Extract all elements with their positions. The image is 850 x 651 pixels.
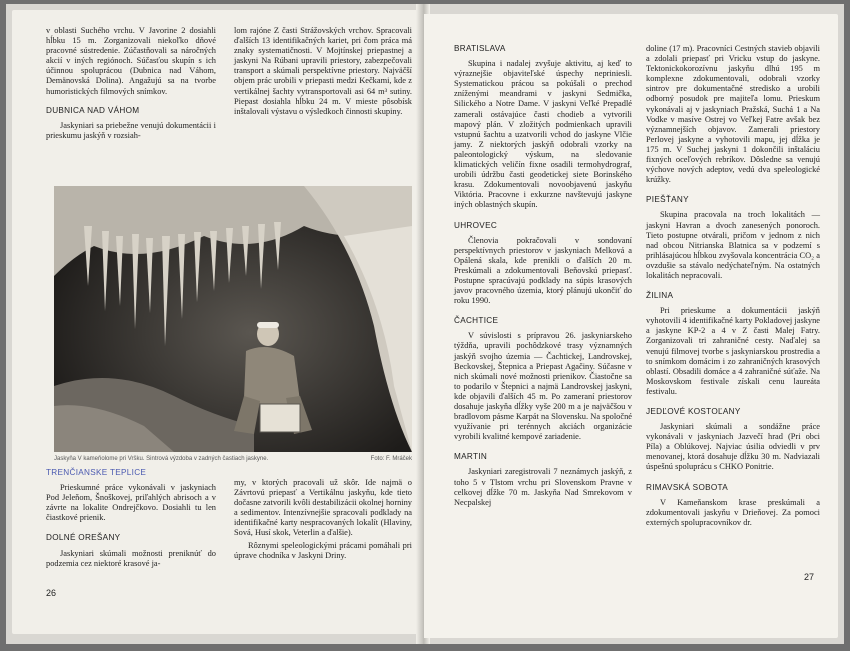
cave-photo xyxy=(54,186,412,452)
dolne-continued-paragraph: my, v ktorých pracovali už skôr. Ide najmä o Závrtovú priepasť a Vertikálnu jaskyňu, kde tieto dočasne zatvorili kvôli destabilizácii okolnej horniny a sedimentov. Intenzívnejšie spracovali podklady na identifikačné karty nespracovaných lokalít (Hlaviny, Sová, Husí skok, Veterlin a ďalšie). xyxy=(234,478,412,538)
photo-credit: Foto: F. Mráček xyxy=(370,456,412,462)
rimavska-paragraph: V Kameňanskom krase preskúmali a zdokumentovali jaskyňu v Drieňovej. Za pomoci externých spolupracovníkov dr. xyxy=(646,497,820,527)
section-heading-zilina: ŽILINA xyxy=(646,291,674,301)
photo-caption: Jaskyňa V kameňolome pri Vršku. Sintrová výzdoba v zadných častiach jaskyne. xyxy=(54,456,269,462)
section-heading-rimavska: RIMAVSKÁ SOBOTA xyxy=(646,482,728,492)
left-col-2b xyxy=(234,478,412,563)
section-heading-dolne: DOLNÉ OREŠANY xyxy=(46,533,121,543)
piestany-paragraph: Skupina pracovala na troch lokalitách — jaskyni Havran a dvoch zanesených ponoroch. Tieto postupne otvárali, pričom v jednom z nich nad obcou Nitrianska Blatnica sa v podzemí s prihlásajúcou hĺbkou zvyšovala koncentrácia CO₂ a ovzdušie sa stávalo nedýchateľným. Na ostatných lokalitách nepracovali. xyxy=(646,210,820,280)
martin-continued-paragraph: doline (17 m). Pracovníci Cestných stavieb objavili a zdolali priepasť pri Vricku vstup do jaskyne. Tektonickokorozívnu jaskyňu dlhú 195 m komplexne zdokumentovali, odobrali vzorky sintrov pre dokumentačné stredisko a urobili odborný posudok pre majiteľa lomu. Prieskum vykonávali aj v jaskyniach Pražská, Suchá 1 a Na Vodke v masíve Ostrej vo Veľkej Fatre avšak bez významnejších objavov. Zamerali priestory Perlovej jaskyne a vyhotovili mapu, jej dĺžka je 175 m. V Suchej jaskyni 1 dokončili inštaláciu fixných oceľových rebríkov. Dôsledne sa venujú výchove nových adeptov, vedú dva speleologické krúžky. xyxy=(646,44,820,185)
section-heading-martin: MARTIN xyxy=(454,452,488,462)
page-number-right: 27 xyxy=(804,572,815,582)
section-heading-dubnica: DUBNICA NAD VÁHOM xyxy=(46,105,140,115)
photo-caption-row xyxy=(54,456,412,462)
left-col-1b xyxy=(46,468,216,571)
trencianske-paragraph: Prieskumné práce vykonávali v jaskyniach Pod Jeleňom, Šnoškovej, priľahlých abrisoch a v závrte na lokalite Ondrejčkovo. Dosiahli tu len čiastkové prienik. xyxy=(46,483,216,523)
section-heading-uhrovec: UHROVEC xyxy=(454,220,498,230)
left-page xyxy=(12,10,422,634)
page-number-left: 26 xyxy=(46,588,57,598)
cave-photo-image xyxy=(54,186,412,452)
section-heading-jedlove: JEDĽOVÉ KOSTOĽANY xyxy=(646,407,741,416)
intro-paragraph: v oblasti Suchého vrchu. V Javorine 2 dosiahli hĺbku 15 m. Zorganizovali niekoľko dňové pracovné sústredenie. Zúčastňovali sa náročných akcií v iných regiónoch. Súčasťou skupín s ich účinnou spoluprácou (Dubnica nad Váhom, Demänovská Dolina). Angažujú sa na tvorbe humoristických filmových snímkov. xyxy=(46,26,216,96)
right-page xyxy=(424,14,838,638)
section-heading-bratislava: BRATISLAVA xyxy=(454,44,506,53)
strazov-paragraph: lom rajóne Z časti Strážovských vrchov. Spracovali ďalších 13 identifikačných kariet, pri čom práca má znaky systematičnosti. V Mojtínskej priepastnej a jaskyni Na Rúbani upravili priestory, zabezpečovali transport a skúmali perspektívne priestory. Najväčší objem prác urobili v priepasti medzi Kečkami, kde z vertikálnej šachty vytransportovali asi 64 m³ sutiny. Piepast dosiahla hĺbku 24 m. V mieste pôsobísk inštalovali výstavu o výsledkoch činnosti skupiny. xyxy=(234,26,412,116)
cachtice-paragraph: V súvislosti s prípravou 26. jaskyniarskeho týždňa, upravili pochôdzkové trasy významných jaskýň svojho územia — Čachtickej, Landrovskej, Beckovskej, Štepnica a Priepast Agačiny. Súčasne v nich skúmali nové možnosti prienikov. Čiastočne sa to podarilo v Štepnici a najmä Landrovskej jaskyni, kde objavili ďalších 45 m. Po zameraní priestorov dosahuje jaskyňa dĺžky vyše 200 m a je najväčšou v bradlovom pásme Karpát na Slovensku. Na spoločné využívanie pri terénnych akciách organizácie vyrobili kvalitné kempové zariadenie. xyxy=(454,331,632,442)
dolne-paragraph: Jaskyniari skúmali možnosti preniknúť do podzemia cez niektoré krasové ja- xyxy=(46,548,216,568)
left-col-1 xyxy=(46,26,216,143)
zilina-paragraph: Pri prieskume a dokumentácii jaskýň vyhotovili 4 identifikačné karty Pokladovej jaskyne a jaskyne KP-2 a 4 v Z časti Malej Fatry. Zorganizovali tri zahraničné cesty. Naďalej sa venujú filmovej tvorbe s jaskyniarskou prostredia a to snímkom domácim i zo zahraničných krasových oblastí. Obsadili domáce a 4 zahraničné súťaže. Na Moskovskom festivale získali cenu laureáta festivalu. xyxy=(646,306,820,396)
section-heading-trencianske: TRENČIANSKE TEPLICE xyxy=(46,468,147,477)
right-col-1 xyxy=(454,44,632,510)
driny-paragraph: Rôznymi speleologickými prácami pomáhali pri úprave chodníka v Jaskyni Driny. xyxy=(234,540,412,560)
jedlove-paragraph: Jaskyniari skúmali a sondážne práce vykonávali v jaskyniach Jazvečí hrad (Pri obci Píla) a Oblúkovej. Najviac úsilia odviedli v prv menovanej, ktorá dosahuje dĺžku 30 m. Nadviazali úspešnú spoluprácu s CHKO Ponitrie. xyxy=(646,422,820,472)
book-spread xyxy=(6,4,844,644)
bratislava-paragraph: Skupina i nadalej zvyšuje aktivitu, aj keď to výraznejšie objaviteľské úspechy nepriniesli. Systematickou prácou sa pokúšali o prechod zníženými meandrami v jaskyni Sedmička, Silického a Notre Dame. V jaskyni Veľké Prepadlé zamerali ostávajúce časti chodieb a vytvorili mapový plán. V zložitých podmienkach upravili vstupnú šachtu a uzatvorili vchod do jaskyne Vlčie jamy. Z niektorých jaskýň odobrali vzorky na paleontologický výskum, na sledovanie klimatických veličín fixne osadili termohydrograf, urobili údržbu časti geodetickej siete Borinského krasu. Zdokumentovali novoobjavenú jaskyňu Viktória. Pracovne i exkurzne navštevujú jaskyne iných oblastných skupín. xyxy=(454,59,632,210)
right-col-2 xyxy=(646,44,820,530)
martin-paragraph: Jaskyniari zaregistrovali 7 neznámych jaskýň, z toho 5 v Tlstom vrchu pri Slovenskom Pravne v celkovej dĺžke 70 m. Jaskyňa Nad Smrekovom v Necpalskej xyxy=(454,467,632,507)
uhrovec-paragraph: Členovia pokračovali v sondovaní perspektívnych priestorov v jaskyniach Melková a Opálená skala, kde prenikli o ďalších 20 m. Preskúmali a zdokumentovali Beňovskú priepasť. Postupne spracúvajú podklady na súpis krasových javov pracovného územia, ktorý plánujú ukončiť do roku 1990. xyxy=(454,235,632,306)
section-heading-piestany: PIEŠŤANY xyxy=(646,195,689,205)
section-heading-cachtice: ČACHTICE xyxy=(454,316,499,326)
left-col-2 xyxy=(234,26,412,119)
dubnica-paragraph: Jaskyniari sa priebežne venujú dokumentácii i prieskumu jaskýň v rozsiah- xyxy=(46,120,216,140)
